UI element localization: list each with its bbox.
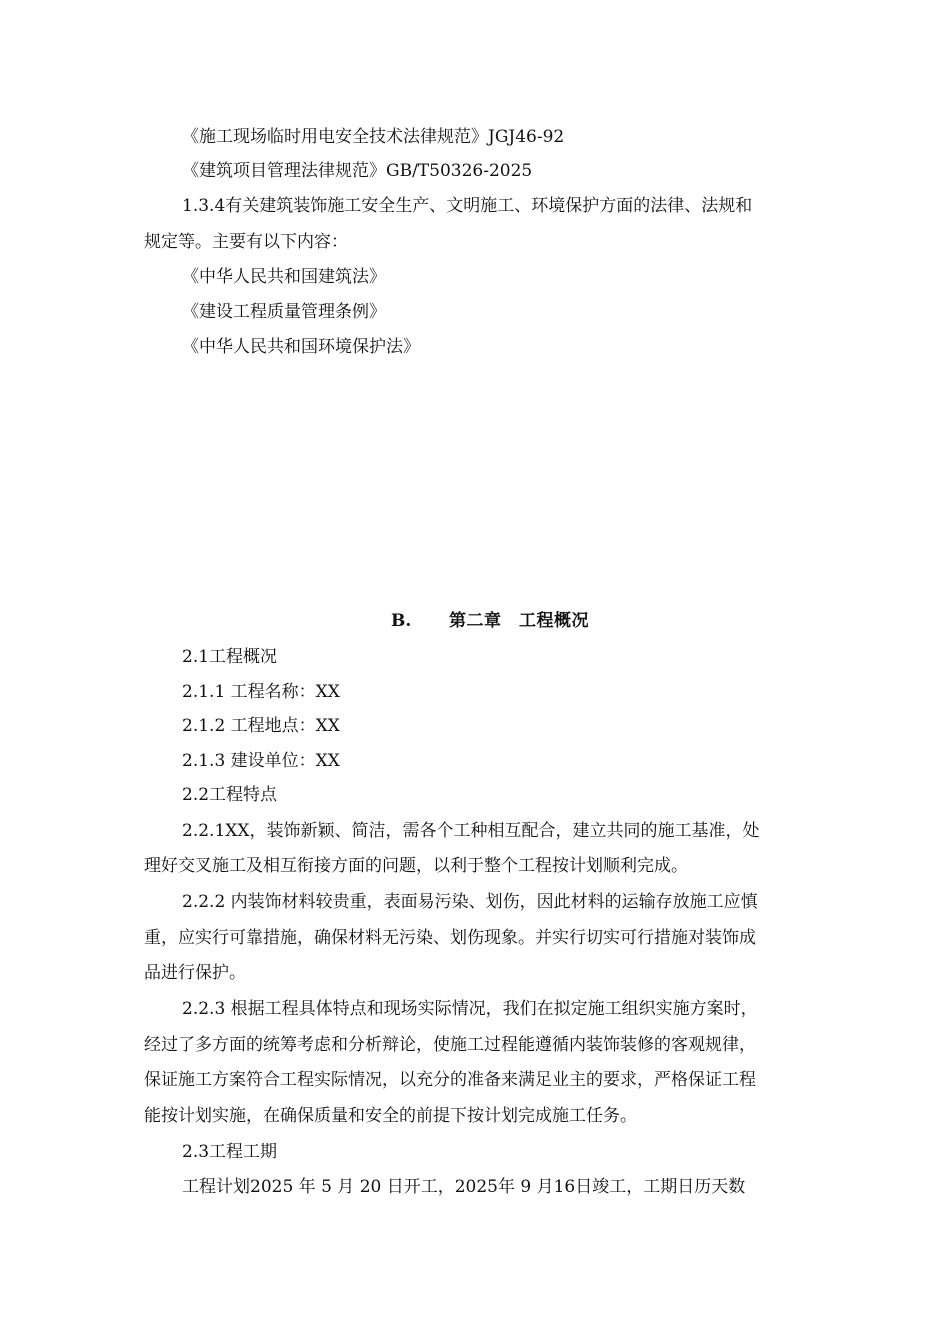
section-2-1-heading: 2.1工程概况 bbox=[182, 647, 278, 667]
section-2-3-heading: 2.3工程工期 bbox=[182, 1142, 278, 1162]
paragraph-2-2-3-line-2: 经过了多方面的统筹考虑和分析辩论，使施工过程能遵循内装饰装修的客观规律， bbox=[144, 1035, 756, 1055]
paragraph-2-2-1-line-2: 理好交叉施工及相互衔接方面的问题，以利于整个工程按计划顺利完成。 bbox=[144, 856, 688, 876]
paragraph-2-2-3-line-4: 能按计划实施，在确保质量和安全的前提下按计划完成施工任务。 bbox=[144, 1106, 637, 1126]
chapter-number: B. bbox=[391, 611, 412, 631]
standard-jgj46: 《施工现场临时用电安全技术法律规范》JGJ46-92 bbox=[182, 127, 565, 147]
paragraph-2-3-line-1: 工程计划2025 年 5 月 20 日开工，2025年 9 月16日竣工，工期日历天数 bbox=[182, 1177, 746, 1197]
paragraph-2-2-2-line-3: 品进行保护。 bbox=[144, 963, 246, 983]
item-2-1-2: 2.1.2 工程地点：XX bbox=[182, 716, 340, 736]
standard-gbt50326: 《建筑项目管理法律规范》GB/T50326-2025 bbox=[182, 161, 533, 181]
paragraph-2-2-2-line-2: 重，应实行可靠措施，确保材料无污染、划伤现象。并实行切实可行措施对装饰成 bbox=[144, 928, 756, 948]
paragraph-1-3-4-line-1: 1.3.4有关建筑装饰施工安全生产、文明施工、环境保护方面的法律、法规和 bbox=[182, 196, 753, 216]
item-2-1-1: 2.1.1 工程名称：XX bbox=[182, 682, 340, 702]
chapter-title: 第二章 工程概况 bbox=[449, 611, 589, 631]
paragraph-2-2-3-line-1: 2.2.3 根据工程具体特点和现场实际情况，我们在拟定施工组织实施方案时， bbox=[182, 999, 758, 1019]
paragraph-2-2-1-line-1: 2.2.1XX，装饰新颖、简洁，需各个工种相互配合，建立共同的施工基准，处 bbox=[182, 821, 760, 841]
item-2-1-3: 2.1.3 建设单位：XX bbox=[182, 751, 340, 771]
section-2-2-heading: 2.2工程特点 bbox=[182, 785, 278, 805]
paragraph-2-2-3-line-3: 保证施工方案符合工程实际情况，以充分的准备来满足业主的要求，严格保证工程 bbox=[144, 1070, 756, 1090]
paragraph-2-2-2-line-1: 2.2.2 内装饰材料较贵重，表面易污染、划伤，因此材料的运输存放施工应慎 bbox=[182, 892, 758, 912]
paragraph-1-3-4-line-2: 规定等。主要有以下内容： bbox=[144, 232, 348, 252]
law-environment: 《中华人民共和国环境保护法》 bbox=[182, 337, 420, 357]
law-building: 《中华人民共和国建筑法》 bbox=[182, 267, 386, 287]
law-quality: 《建设工程质量管理条例》 bbox=[182, 302, 386, 322]
